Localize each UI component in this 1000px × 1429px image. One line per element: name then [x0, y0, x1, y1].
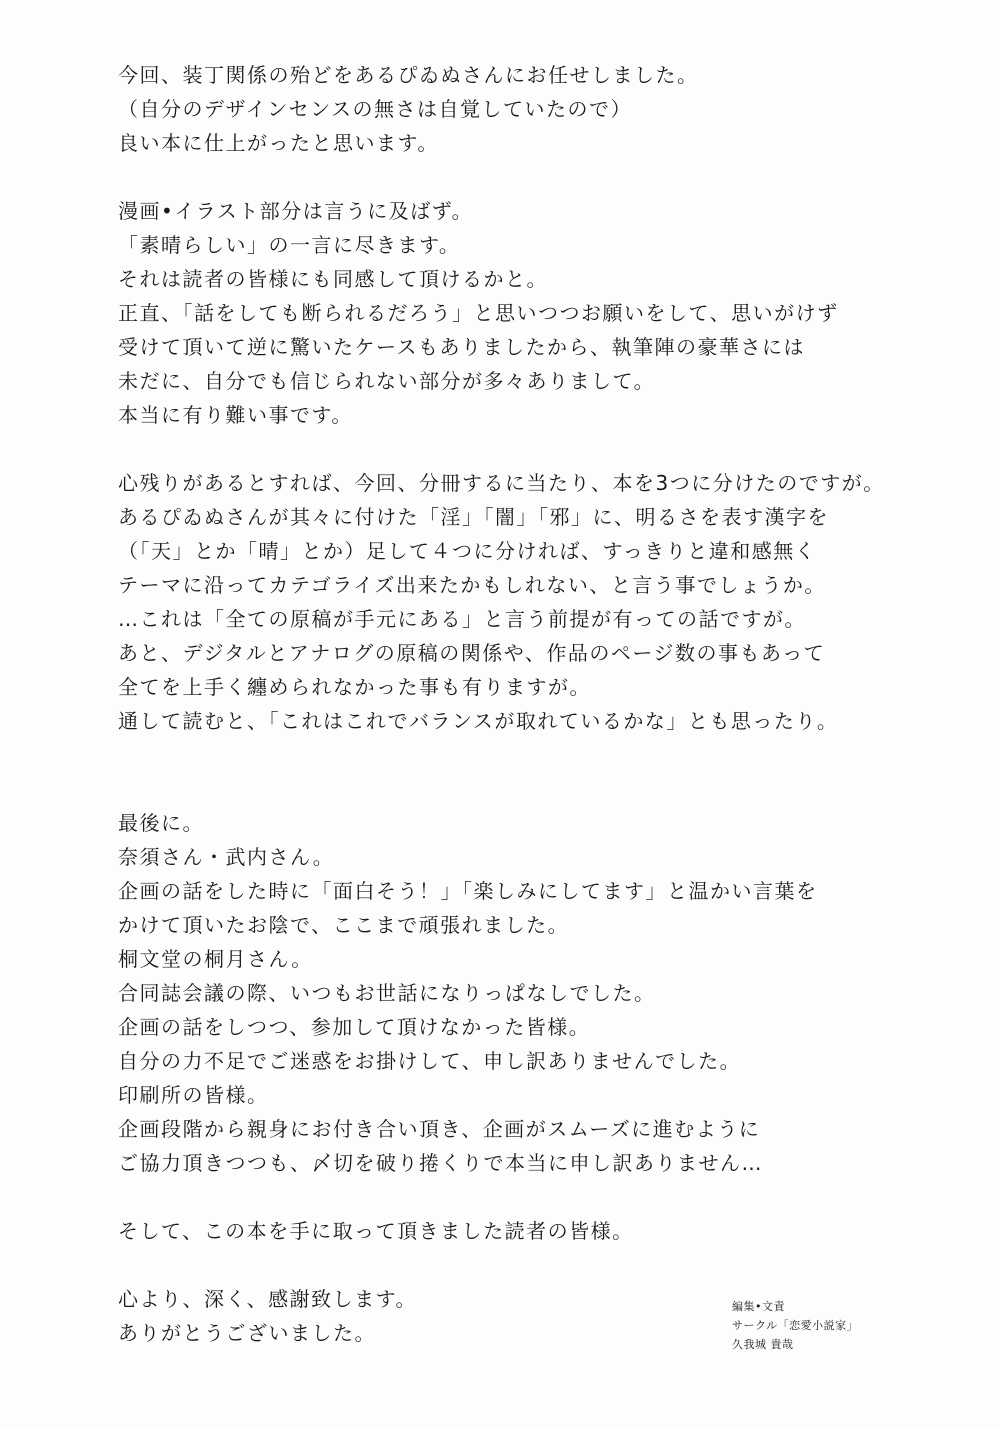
text-line: テーマに沿ってカテゴライズ出来たかもしれない、と言う事でしょうか。 — [118, 573, 826, 597]
paragraph-regrets — [118, 466, 918, 738]
text-line: ご協力頂きつつも、〆切を破り捲くりで本当に申し訳ありません… — [118, 1151, 763, 1175]
text-line: 企画段階から親身にお付き合い頂き、企画がスムーズに進むように — [118, 1117, 761, 1141]
text-line: あるぴゐぬさんが其々に付けた「淫」「闇」「邪」に、明るさを表す漢字を — [118, 505, 829, 529]
credit-role: 編集•文責 — [732, 1300, 785, 1313]
paragraph-design — [118, 58, 918, 160]
author-credits — [732, 1297, 932, 1354]
text-line: 良い本に仕上がったと思います。 — [118, 131, 439, 155]
text-line: 本当に有り難い事です。 — [118, 403, 353, 427]
text-line: ありがとうございました。 — [118, 1321, 376, 1345]
afterword-body — [118, 58, 918, 1350]
text-line: 正直、「話をしても断られるだろう」と思いつつお願いをして、思いがけず — [118, 301, 839, 325]
paragraph-thanks — [118, 806, 918, 1180]
text-line: 最後に。 — [118, 811, 204, 835]
text-line: 漫画•イラスト部分は言うに及ばず。 — [118, 199, 474, 223]
text-line: 受けて頂いて逆に驚いたケースもありましたから、執筆陣の豪華さには — [118, 335, 805, 359]
paragraph-spacer — [118, 432, 918, 466]
text-line: 今回、装丁関係の殆どをあるぴゐぬさんにお任せしました。 — [118, 63, 699, 87]
text-line: 全てを上手く纏められなかった事も有りますが。 — [118, 675, 591, 699]
credit-author-name: 久我城 貴哉 — [732, 1338, 794, 1351]
paragraph-spacer — [118, 1248, 918, 1282]
text-line: それは読者の皆様にも同感して頂けるかと。 — [118, 267, 548, 291]
text-line: そして、この本を手に取って頂きました読者の皆様。 — [118, 1219, 634, 1243]
text-line: かけて頂いたお陰で、ここまで頑張れました。 — [118, 913, 570, 937]
text-line: 「素晴らしい」の一言に尽きます。 — [118, 233, 461, 257]
text-line: 奈須さん・武内さん。 — [118, 845, 335, 869]
text-line: 印刷所の皆様。 — [118, 1083, 269, 1107]
paragraph-spacer — [118, 1180, 918, 1214]
text-line: 心残りがあるとすれば、今回、分冊するに当たり、本を3つに分けたのですが。 — [118, 471, 885, 495]
credit-circle: サークル「恋愛小説家」 — [732, 1319, 859, 1332]
text-line: （自分のデザインセンスの無さは自覚していたので） — [118, 97, 632, 121]
text-line: （「天」とか「晴」とか）足して４つに分ければ、すっきりと違和感無く — [118, 539, 817, 563]
text-line: 桐文堂の桐月さん。 — [118, 947, 313, 971]
text-line: …これは「全ての原稿が手元にある」と言う前提が有っての話ですが。 — [118, 607, 806, 631]
text-line: 心より、深く、感謝致します。 — [118, 1287, 417, 1311]
paragraph-spacer — [118, 738, 918, 806]
text-line: 通して読むと、「これはこれでバランスが取れているかな」とも思ったり。 — [118, 709, 839, 733]
paragraph-contributors — [118, 194, 918, 432]
paragraph-spacer — [118, 160, 918, 194]
text-line: 合同誌会議の際、いつもお世話になりっぱなしでした。 — [118, 981, 656, 1005]
text-line: 未だに、自分でも信じられない部分が多々ありまして。 — [118, 369, 656, 393]
text-line: 自分の力不足でご迷惑をお掛けして、申し訳ありませんでした。 — [118, 1049, 742, 1073]
text-line: 企画の話をした時に「面白そう！」「楽しみにしてます」と温かい言葉を — [118, 879, 818, 903]
text-line: あと、デジタルとアナログの原稿の関係や、作品のページ数の事もあって — [118, 641, 826, 665]
text-line: 企画の話をしつつ、参加して頂けなかった皆様。 — [118, 1015, 591, 1039]
paragraph-readers — [118, 1214, 918, 1248]
